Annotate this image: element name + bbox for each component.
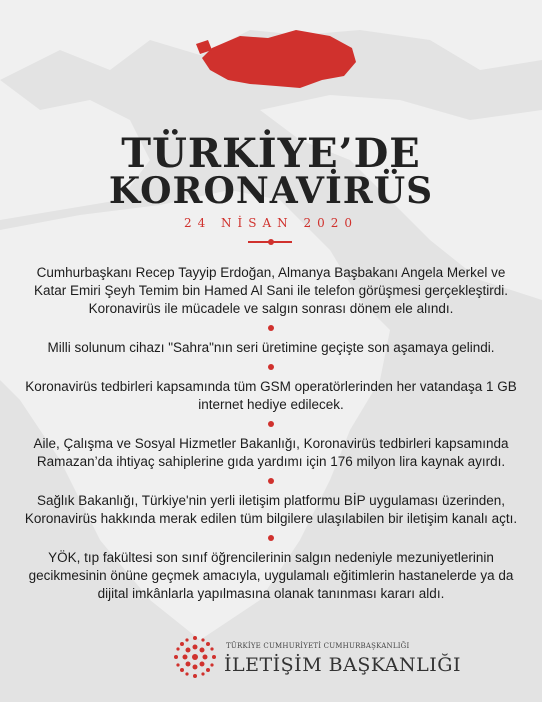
news-item-5: Sağlık Bakanlığı, Türkiye'nin yerli iletişim platformu BİP uygulaması üzerinden, Koronavirüs hakkında merak edilen tüm bilgilere ulaşılabilen bir iletişim kanalı açtı. <box>24 493 518 526</box>
separator-dot <box>268 421 274 427</box>
news-list <box>20 264 522 603</box>
separator-dot <box>268 364 274 370</box>
presidency-logo-icon <box>170 632 220 682</box>
footer-logo <box>170 632 461 692</box>
footer-org-big: İLETİŞİM BAŞKANLIĞI <box>224 654 461 676</box>
date-divider-dot <box>268 239 274 245</box>
page-title-line2: KORONAVİRÜS <box>108 170 434 212</box>
news-item-2: Milli solunum cihazı "Sahra"nın seri üretimine geçişte son aşamaya gelindi. <box>47 340 495 355</box>
news-item-6: YÖK, tıp fakültesi son sınıf öğrencilerinin salgın nedeniyle mezuniyetlerinin gecikmesinin önüne geçmek amacıyla, uygulamalı eğitimlerin hastanelerde ya da dijital imkânlarla yapılmasına olanak tanınması kararı aldı. <box>28 550 514 601</box>
separator-dot <box>268 535 274 541</box>
news-item-1: Cumhurbaşkanı Recep Tayyip Erdoğan, Almanya Başbakanı Angela Merkel ve Katar Emiri Şeyh Temim bin Hamed Al Sani ile telefon görüşmesi gerçekleştirdi. Koronavirüs ile mücadele ve salgın sonrası dönem ele alındı. <box>34 265 508 316</box>
page-title-line1: TÜRKİYE’DE <box>121 130 421 177</box>
news-item-3: Koronavirüs tedbirleri kapsamında tüm GSM operatörlerinden her vatandaşa 1 GB internet hediye edilecek. <box>25 379 517 412</box>
separator-dot <box>268 478 274 484</box>
news-item-4: Aile, Çalışma ve Sosyal Hizmetler Bakanlığı, Koronavirüs tedbirleri kapsamında Ramazan’da ihtiyaç sahiplerine gıda yardımı için 176 milyon lira kaynak ayırdı. <box>33 436 509 469</box>
date-label: 24 NİSAN 2020 <box>183 216 359 230</box>
separator-dot <box>268 325 274 331</box>
footer-org-small: TÜRKİYE CUMHURİYETİ CUMHURBAŞKANLIĞI <box>226 642 410 650</box>
